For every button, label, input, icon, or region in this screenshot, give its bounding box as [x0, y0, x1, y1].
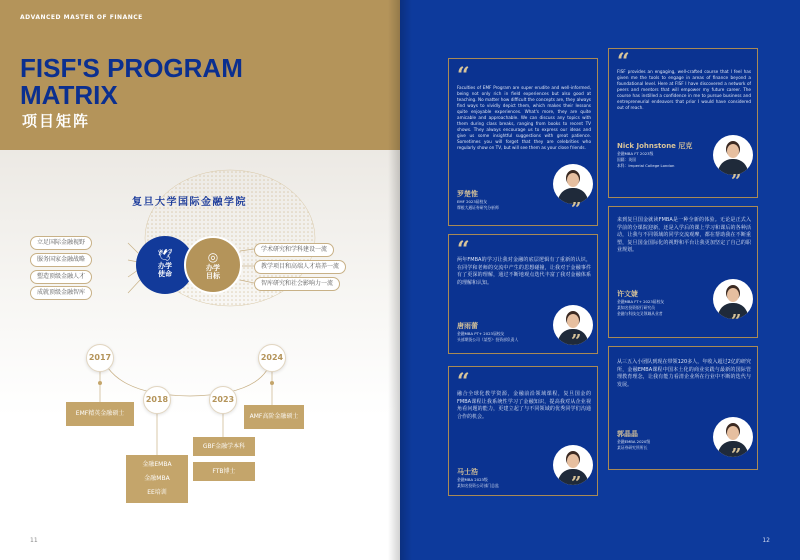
testimonial-name: 唐雨蕾 [457, 322, 478, 330]
page-number-right: 12 [762, 537, 770, 544]
mission-item-1: 立足国际金融视野 [30, 236, 92, 250]
avatar [553, 164, 593, 204]
mission-item-2: 服务国家金融战略 [30, 253, 92, 267]
quote-open-icon: “ [457, 369, 470, 395]
testimonial-card-4 [608, 206, 758, 338]
program-emf: EMF精英金融硕士 [66, 402, 134, 426]
testimonial-desc-2: 国籍：英国 [617, 157, 636, 162]
year-2018: 2018 [143, 386, 171, 414]
year-2024: 2024 [258, 344, 286, 372]
page-number-left: 11 [30, 537, 38, 544]
mission-item-4: 成就顶级金融智库 [30, 286, 92, 300]
testimonial-desc-2: 某知名投资公司部门总监 [457, 483, 499, 488]
program-emba: 金融EMBA [142, 461, 172, 468]
testimonial-desc-1: EMF 2023届校友 [457, 199, 488, 204]
quote-close-icon: ” [731, 171, 742, 192]
testimonial-desc-1: 金融MBA FT+ 2023届校友 [617, 299, 665, 304]
mission-label-2: 使命 [158, 270, 172, 278]
testimonial-card-5 [448, 366, 598, 496]
target-icon: ◎ [207, 250, 219, 264]
goal-label-1: 办学 [206, 264, 220, 272]
year-2023: 2023 [209, 386, 237, 414]
testimonial-card-2 [608, 48, 758, 198]
testimonial-text: 从三五入小团队到现在带领120多人，年收入超过2亿的研究所，金融EMBA课程中国本土化的商业实践与最新的国际管理教育理念，让我有能力看清企业所在行业中不断的迭代与发展。 [617, 359, 751, 388]
testimonial-text: 融合全球化教学资源，金融前沿领域课程，复旦国金的FMBA课程让我系统性学习了金融知识，提高我对从企业视角看问题的能力，更建立起了与不同领域的优秀同学们沟通合作的机会。 [457, 391, 591, 420]
testimonial-desc-2: 某证券研究所所长 [617, 445, 648, 450]
year-2017: 2017 [86, 344, 114, 372]
program-amf: AMF高阶金融硕士 [244, 405, 304, 429]
testimonial-desc-1: 金融EMBA 2020级 [617, 439, 651, 444]
testimonial-text: 来到复旦国金就读FMBA是一种全新的体验。无论是正式入学前的分课院迎新，还是入学后的课上学习和课后的各种活动，让我与不同领域的同学交流观摩，都在帮助我在不断重塑，复旦国金国际化的视野和平台让我更加坚定了自己的职业规划。 [617, 217, 751, 253]
program-2018-group [126, 455, 188, 503]
testimonial-text: 两年FMBA的学习让我对金融的底层逻辑有了重新的认识，在同学和老师的交流中产生的思想碰撞，让我对于金融事件有了更深的理解，通过不断地观点迭代丰富了我对金融体系的理解和认知。 [457, 257, 591, 286]
testimonial-desc-3: 金融与科技交叉领域从业者 [617, 311, 663, 316]
testimonial-desc-2: 头部期货公司（某型）· 投资部负责人 [457, 337, 519, 342]
testimonial-name: Nick Johnstone 尼克 [617, 142, 693, 150]
testimonial-card-1 [448, 58, 598, 226]
goal-circle [184, 236, 242, 294]
testimonial-card-3 [448, 234, 598, 354]
quote-open-icon: “ [457, 63, 470, 89]
mission-label-1: 办学 [158, 262, 172, 270]
quote-close-icon: ” [731, 445, 742, 466]
testimonial-text: FISF provides an engaging, well-crafted course that I feel has given me the tools to engage in areas of finance beyond a foundational level. Here at FISF I have discovered a network of peers and mentors that will empower my future career. The course has instilled a confidence in me to pursue business and entrepreneurial endeavors that prior I would have considered out of reach. [617, 69, 751, 110]
testimonial-desc-2: 某知名投资银行研究员 [617, 305, 655, 310]
goal-item-2: 教学项目和高端人才培养一流 [254, 260, 346, 274]
testimonial-desc-3: 本科：Imperial College London [617, 163, 675, 168]
testimonial-card-6 [608, 346, 758, 470]
program-ftb: FTB博士 [193, 462, 255, 481]
testimonial-text: Faculties of EMF Program are super erudite and well-informed, being not only rich in field experiences but also good at teaching. No matter how difficult the concepts are, they always find ways to vividly depict them, which makes their lessons quite enjoyable experiences. What's more, they are quite amicable and approachable. We can discuss any topics with them during class breaks, ranging from books to recent TV shows. They always encourage us to express our ideas and give us some insightful suggestions with great patience. Sometimes you will forget that they are celebrities who regularly show on TV, but will see them as your close friends. [457, 85, 591, 150]
testimonial-desc-1: 金融MBA FT 2023级 [617, 151, 654, 156]
testimonial-name: 马士浩 [457, 468, 478, 476]
header-label: ADVANCED MASTER OF FINANCE [20, 14, 143, 21]
title-line-1: FISF'S PROGRAM [20, 53, 243, 83]
program-mba: 金融MBA [144, 475, 170, 482]
program-ee: EE培训 [147, 489, 167, 496]
mission-item-3: 塑造顶级金融人才 [30, 270, 92, 284]
testimonial-name: 罗楚惟 [457, 190, 478, 198]
quote-open-icon: “ [617, 49, 630, 75]
goal-item-3: 智库研究和社会影响力一流 [254, 277, 340, 291]
goal-label-2: 目标 [206, 272, 220, 280]
right-page [400, 0, 800, 560]
quote-close-icon: ” [731, 311, 742, 332]
page-title-cn: 项目矩阵 [22, 112, 91, 130]
testimonial-desc-2: 摩根大通证券研究分析师 [457, 205, 499, 210]
quote-open-icon: “ [457, 237, 470, 263]
goal-item-1: 学术研究和学科建设一流 [254, 243, 334, 257]
dove-icon: 🕊 [157, 248, 173, 262]
program-gbf: GBF金融学本科 [193, 437, 255, 456]
testimonial-name: 许文婕 [617, 290, 638, 298]
institute-name: 复旦大学国际金融学院 [132, 197, 247, 208]
quote-close-icon: ” [571, 473, 582, 494]
testimonial-desc-1: 金融MBA 2023级 [457, 477, 488, 482]
title-line-2: MATRIX [20, 80, 118, 110]
testimonial-name: 郭晶晶 [617, 430, 638, 438]
avatar [713, 135, 753, 175]
quote-close-icon: ” [571, 199, 582, 220]
testimonial-desc-1: 金融MBA PT+ 2023届校友 [457, 331, 505, 336]
quote-close-icon: ” [571, 331, 582, 352]
